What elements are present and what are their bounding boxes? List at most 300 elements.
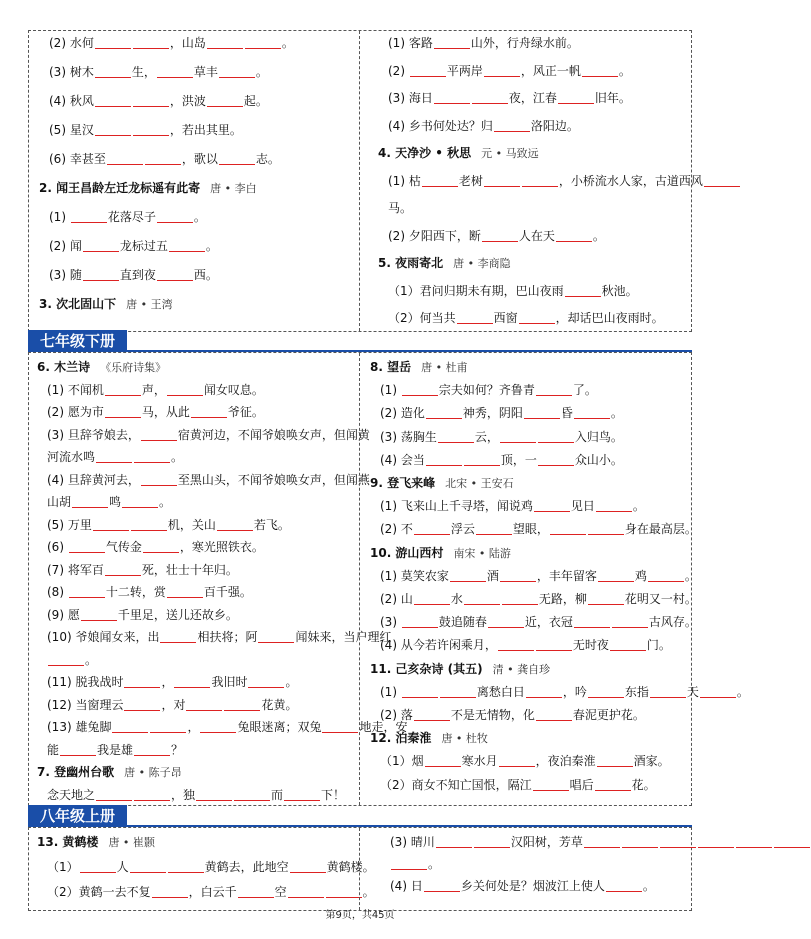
answer-blank[interactable] bbox=[622, 836, 658, 848]
question-text: 云， bbox=[474, 429, 499, 444]
answer-blank[interactable] bbox=[502, 593, 538, 605]
answer-blank[interactable] bbox=[133, 95, 169, 107]
answer-blank[interactable] bbox=[414, 523, 450, 535]
question-text: 百千强。 bbox=[203, 585, 252, 599]
question-text: (13) 雄兔脚 bbox=[47, 720, 112, 734]
answer-blank[interactable] bbox=[774, 836, 810, 848]
question-text: (10) 爷娘闻女来，出 bbox=[47, 630, 160, 644]
answer-blank[interactable] bbox=[574, 616, 610, 628]
poem-author: 北宋 • 王安石 bbox=[445, 477, 514, 490]
question-text: 生， bbox=[131, 65, 156, 79]
question-text: (3) 随 bbox=[49, 268, 82, 282]
answer-blank[interactable] bbox=[69, 586, 105, 598]
question-text: 西窗 bbox=[493, 311, 518, 325]
answer-blank[interactable] bbox=[167, 586, 203, 598]
answer-blank[interactable] bbox=[207, 37, 243, 49]
answer-blank[interactable] bbox=[157, 66, 193, 78]
answer-blank[interactable] bbox=[536, 384, 572, 396]
answer-blank[interactable] bbox=[95, 37, 131, 49]
answer-blank[interactable] bbox=[704, 175, 740, 187]
answer-blank[interactable] bbox=[648, 570, 684, 582]
answer-blank[interactable] bbox=[474, 836, 510, 848]
question-text: (1) bbox=[49, 210, 70, 224]
question-text: (3) 晴川 bbox=[390, 835, 435, 849]
poem-title-line bbox=[370, 661, 550, 678]
question-text: 平两岸 bbox=[446, 63, 483, 78]
question-text: 花黄。 bbox=[261, 697, 298, 712]
question-text: (2) 不 bbox=[380, 522, 413, 537]
answer-blank[interactable] bbox=[174, 676, 210, 688]
answer-blank[interactable] bbox=[168, 861, 204, 873]
answer-blank[interactable] bbox=[133, 37, 169, 49]
answer-blank[interactable] bbox=[524, 407, 560, 419]
question-text: ，若出其里。 bbox=[169, 123, 242, 137]
answer-blank[interactable] bbox=[48, 654, 84, 666]
poem-author: 清 • 龚自珍 bbox=[492, 662, 551, 676]
answer-blank[interactable] bbox=[219, 66, 255, 78]
fill-in-question bbox=[49, 267, 218, 283]
answer-blank[interactable] bbox=[550, 523, 586, 535]
answer-blank[interactable] bbox=[494, 120, 530, 132]
answer-blank[interactable] bbox=[588, 593, 624, 605]
answer-blank[interactable] bbox=[526, 686, 562, 698]
answer-blank[interactable] bbox=[598, 570, 634, 582]
answer-blank[interactable] bbox=[533, 779, 569, 791]
poem-title-line bbox=[370, 359, 468, 376]
poem-title-line bbox=[378, 145, 539, 162]
answer-blank[interactable] bbox=[595, 779, 631, 791]
answer-blank[interactable] bbox=[498, 639, 534, 651]
answer-blank[interactable] bbox=[736, 836, 772, 848]
answer-blank[interactable] bbox=[71, 211, 107, 223]
answer-blank[interactable] bbox=[700, 686, 736, 698]
answer-blank[interactable] bbox=[130, 861, 166, 873]
answer-blank[interactable] bbox=[610, 639, 646, 651]
fill-in-question bbox=[388, 173, 741, 189]
fill-in-question bbox=[47, 607, 238, 623]
answer-blank[interactable] bbox=[434, 37, 470, 49]
answer-blank[interactable] bbox=[322, 721, 358, 733]
answer-blank[interactable] bbox=[160, 631, 196, 643]
answer-blank[interactable] bbox=[660, 836, 696, 848]
answer-blank[interactable] bbox=[131, 519, 167, 531]
answer-blank[interactable] bbox=[134, 451, 170, 463]
fill-in-question bbox=[380, 753, 670, 769]
question-text: 洛阳边。 bbox=[530, 118, 579, 133]
answer-blank[interactable] bbox=[438, 431, 474, 443]
answer-blank[interactable] bbox=[152, 886, 188, 898]
poem-block-2 bbox=[28, 352, 749, 806]
question-text: 。 bbox=[159, 495, 172, 509]
answer-blank[interactable] bbox=[207, 95, 243, 107]
answer-blank[interactable] bbox=[650, 686, 686, 698]
page-number: 第9页，共45页 bbox=[325, 910, 395, 921]
question-text: 望眼， bbox=[512, 522, 549, 537]
answer-blank[interactable] bbox=[464, 593, 500, 605]
poem-title-line bbox=[39, 180, 257, 197]
question-text: 。 bbox=[205, 239, 218, 253]
question-text: 入归鸟。 bbox=[574, 429, 623, 444]
answer-blank[interactable] bbox=[500, 431, 536, 443]
poem-author: 唐 • 杜牧 bbox=[441, 732, 488, 746]
fill-in-question bbox=[49, 35, 294, 51]
answer-blank[interactable] bbox=[425, 755, 461, 767]
answer-blank[interactable] bbox=[83, 269, 119, 281]
question-text: （1）君问归期未有期，巴山夜雨 bbox=[388, 283, 564, 298]
fill-in-question bbox=[380, 591, 697, 607]
answer-blank[interactable] bbox=[133, 124, 169, 136]
answer-blank[interactable] bbox=[238, 886, 274, 898]
question-text: 酒 bbox=[486, 568, 499, 583]
question-text: 十二转，赏 bbox=[105, 585, 166, 599]
answer-blank[interactable] bbox=[157, 269, 193, 281]
answer-blank[interactable] bbox=[200, 721, 236, 733]
answer-blank[interactable] bbox=[167, 384, 203, 396]
answer-blank[interactable] bbox=[95, 66, 131, 78]
answer-blank[interactable] bbox=[426, 454, 462, 466]
fill-in-question bbox=[47, 697, 297, 713]
question-text: (8) bbox=[47, 585, 68, 599]
fill-in-question bbox=[388, 90, 631, 106]
answer-blank[interactable] bbox=[141, 429, 177, 441]
answer-blank[interactable] bbox=[522, 175, 558, 187]
question-text: 花。 bbox=[631, 777, 656, 792]
fill-in-question bbox=[47, 562, 238, 578]
answer-blank[interactable] bbox=[93, 519, 129, 531]
question-text: 昏 bbox=[560, 406, 573, 421]
question-text: 秋池。 bbox=[601, 283, 638, 298]
question-text: 志。 bbox=[255, 152, 280, 166]
question-text: 身在最高层。 bbox=[624, 522, 697, 537]
answer-blank[interactable] bbox=[440, 686, 476, 698]
answer-blank[interactable] bbox=[96, 451, 132, 463]
answer-blank[interactable] bbox=[484, 65, 520, 77]
answer-blank[interactable] bbox=[112, 721, 148, 733]
question-text: ， bbox=[187, 720, 200, 734]
question-text: (3) 荡胸生 bbox=[380, 429, 437, 444]
fill-in-question bbox=[47, 787, 345, 803]
question-text: ， bbox=[161, 675, 174, 689]
question-text: 相扶将；阿 bbox=[197, 630, 258, 644]
fill-in-question bbox=[380, 707, 645, 723]
question-text: (6) bbox=[47, 540, 68, 554]
answer-blank[interactable] bbox=[69, 541, 105, 553]
question-text: (1) 莫笑农家 bbox=[380, 568, 449, 583]
question-text: (1) bbox=[380, 383, 401, 398]
question-text: ，洪波 bbox=[169, 94, 206, 108]
answer-blank[interactable] bbox=[169, 240, 205, 252]
poem-title: 13. 黄鹤楼 bbox=[37, 835, 99, 849]
question-text: (2) 山 bbox=[380, 592, 413, 606]
question-text: 门。 bbox=[646, 638, 671, 653]
answer-blank[interactable] bbox=[124, 699, 160, 711]
fill-in-question bbox=[380, 614, 697, 630]
answer-blank[interactable] bbox=[596, 500, 632, 512]
question-text: ，对 bbox=[161, 697, 186, 712]
answer-blank[interactable] bbox=[95, 124, 131, 136]
fill-in-question bbox=[49, 122, 242, 138]
question-text: (5) 星汉 bbox=[49, 123, 94, 137]
answer-blank[interactable] bbox=[519, 312, 555, 324]
answer-blank[interactable] bbox=[434, 92, 470, 104]
question-text: (3) 树木 bbox=[49, 65, 94, 79]
fill-in-question bbox=[47, 884, 375, 900]
question-text: 顶，一 bbox=[500, 452, 537, 467]
answer-blank[interactable] bbox=[476, 523, 512, 535]
answer-blank[interactable] bbox=[457, 312, 493, 324]
poem-block-1 bbox=[28, 30, 703, 332]
answer-blank[interactable] bbox=[482, 230, 518, 242]
poem-author: 唐 • 李白 bbox=[210, 182, 257, 195]
answer-blank[interactable] bbox=[556, 230, 592, 242]
question-text: 西。 bbox=[193, 268, 218, 282]
answer-blank[interactable] bbox=[124, 676, 160, 688]
question-text: ，歌以 bbox=[181, 152, 218, 166]
question-text: 气传金 bbox=[105, 540, 142, 554]
answer-blank[interactable] bbox=[105, 406, 141, 418]
answer-blank[interactable] bbox=[258, 631, 294, 643]
question-text: ，山岛 bbox=[169, 36, 206, 50]
question-text: ，白云千 bbox=[188, 885, 237, 899]
question-text: 离愁白日 bbox=[476, 684, 525, 699]
answer-blank[interactable] bbox=[196, 789, 232, 801]
question-text: 死，壮士十年归。 bbox=[141, 562, 238, 577]
poem-title-line bbox=[378, 255, 511, 272]
question-text: 马，从此 bbox=[141, 405, 190, 419]
question-text: (2) bbox=[388, 63, 409, 78]
fill-in-question bbox=[47, 449, 183, 465]
question-text: 老树 bbox=[458, 173, 483, 188]
question-text: (6) 幸甚至 bbox=[49, 152, 106, 166]
answer-blank[interactable] bbox=[584, 836, 620, 848]
answer-blank[interactable] bbox=[558, 92, 594, 104]
answer-blank[interactable] bbox=[414, 709, 450, 721]
answer-blank[interactable] bbox=[472, 92, 508, 104]
answer-blank[interactable] bbox=[72, 496, 108, 508]
question-text: 了。 bbox=[572, 383, 597, 398]
answer-blank[interactable] bbox=[612, 616, 648, 628]
fill-in-question bbox=[47, 674, 298, 690]
answer-blank[interactable] bbox=[191, 406, 227, 418]
question-text: 龙标过五 bbox=[119, 239, 168, 253]
fill-in-question bbox=[388, 118, 579, 134]
question-text: (3) 旦辞爷娘去， bbox=[47, 427, 140, 442]
answer-blank[interactable] bbox=[122, 496, 158, 508]
fill-in-question bbox=[49, 151, 280, 167]
fill-in-question bbox=[390, 834, 811, 850]
answer-blank[interactable] bbox=[217, 519, 253, 531]
answer-blank[interactable] bbox=[499, 755, 535, 767]
question-text: 山胡 bbox=[47, 495, 72, 509]
fill-in-question bbox=[380, 429, 623, 445]
question-text: 黄鹤楼。 bbox=[326, 860, 375, 874]
answer-blank[interactable] bbox=[414, 593, 450, 605]
question-text: 我旧时 bbox=[211, 675, 248, 689]
answer-blank[interactable] bbox=[410, 65, 446, 77]
answer-blank[interactable] bbox=[450, 570, 486, 582]
question-text: 人在天 bbox=[518, 228, 555, 243]
answer-blank[interactable] bbox=[224, 699, 260, 711]
answer-blank[interactable] bbox=[141, 474, 177, 486]
fill-in-question bbox=[388, 63, 631, 79]
poem-title-line bbox=[37, 764, 182, 781]
fill-in-question bbox=[49, 93, 268, 109]
question-text: 而 bbox=[271, 787, 284, 802]
answer-blank[interactable] bbox=[134, 744, 170, 756]
answer-blank[interactable] bbox=[83, 240, 119, 252]
answer-blank[interactable] bbox=[488, 616, 524, 628]
answer-blank[interactable] bbox=[145, 153, 181, 165]
question-text: 。 bbox=[193, 210, 206, 224]
question-text: 宗夫如何？齐鲁青 bbox=[438, 383, 535, 398]
answer-blank[interactable] bbox=[248, 676, 284, 688]
answer-blank[interactable] bbox=[186, 699, 222, 711]
question-text: ，小桥流水人家，古道西风 bbox=[558, 173, 703, 188]
question-text: 山外，行舟绿水前。 bbox=[470, 36, 579, 50]
question-text: (2) 闻 bbox=[49, 239, 82, 253]
question-text: 闻妹来，当户理红 bbox=[295, 630, 392, 644]
answer-blank[interactable] bbox=[234, 789, 270, 801]
answer-blank[interactable] bbox=[424, 880, 460, 892]
answer-blank[interactable] bbox=[81, 609, 117, 621]
poem-title: 8. 望岳 bbox=[370, 360, 412, 374]
answer-blank[interactable] bbox=[422, 175, 458, 187]
question-text: 天 bbox=[686, 684, 699, 699]
question-text: 。 bbox=[281, 36, 294, 50]
answer-blank[interactable] bbox=[606, 880, 642, 892]
question-text: 鸣 bbox=[109, 495, 122, 509]
question-text: 鸡 bbox=[634, 568, 647, 583]
answer-blank[interactable] bbox=[536, 639, 572, 651]
poem-author: 唐 • 王湾 bbox=[126, 298, 173, 311]
answer-blank[interactable] bbox=[150, 721, 186, 733]
question-text: 见日 bbox=[570, 499, 595, 514]
answer-blank[interactable] bbox=[105, 384, 141, 396]
question-text: 花落尽子 bbox=[107, 210, 156, 224]
section-header-grade8-up: 八年级上册 bbox=[28, 805, 127, 827]
question-text: 汉阳树，芳草 bbox=[510, 835, 583, 849]
question-text: 下！ bbox=[321, 787, 346, 802]
question-text: 。 bbox=[85, 652, 98, 667]
answer-blank[interactable] bbox=[565, 285, 601, 297]
answer-blank[interactable] bbox=[288, 886, 324, 898]
question-text: 人 bbox=[116, 860, 129, 874]
answer-blank[interactable] bbox=[391, 858, 427, 870]
question-text: （2）何当共 bbox=[388, 311, 456, 325]
question-text: 寒水月 bbox=[461, 754, 498, 769]
question-text: （1）烟 bbox=[380, 754, 424, 769]
question-text: 旧年。 bbox=[594, 91, 631, 105]
poem-title: 12. 泊秦淮 bbox=[370, 731, 432, 746]
question-text: (1) bbox=[380, 684, 401, 699]
answer-blank[interactable] bbox=[245, 37, 281, 49]
question-text: (11) 脱我战时 bbox=[47, 675, 124, 689]
answer-blank[interactable] bbox=[484, 175, 520, 187]
question-text: (9) 愿 bbox=[47, 607, 80, 622]
poem-title-line bbox=[370, 730, 488, 747]
answer-blank[interactable] bbox=[107, 153, 143, 165]
fill-in-question bbox=[388, 283, 638, 299]
answer-blank[interactable] bbox=[582, 65, 618, 77]
answer-blank[interactable] bbox=[157, 211, 193, 223]
question-text: 地走，安 bbox=[359, 720, 408, 734]
answer-blank[interactable] bbox=[534, 500, 570, 512]
question-text: 机，关山 bbox=[167, 517, 216, 532]
answer-blank[interactable] bbox=[588, 523, 624, 535]
answer-blank[interactable] bbox=[326, 886, 362, 898]
answer-blank[interactable] bbox=[95, 95, 131, 107]
question-text: 空 bbox=[274, 885, 287, 899]
answer-blank[interactable] bbox=[574, 407, 610, 419]
fill-in-question bbox=[47, 742, 183, 758]
answer-blank[interactable] bbox=[597, 755, 633, 767]
question-text: (2) 愿为市 bbox=[47, 405, 104, 419]
fill-in-question bbox=[47, 584, 252, 600]
question-text: (3) 海日 bbox=[388, 91, 433, 105]
answer-blank[interactable] bbox=[105, 564, 141, 576]
answer-blank[interactable] bbox=[426, 407, 462, 419]
answer-blank[interactable] bbox=[96, 789, 132, 801]
question-text: (2) 水何 bbox=[49, 36, 94, 50]
question-text: 宿黄河边，不闻爷娘唤女声，但闻黄 bbox=[177, 427, 370, 442]
answer-blank[interactable] bbox=[219, 153, 255, 165]
answer-blank[interactable] bbox=[500, 570, 536, 582]
fill-in-question bbox=[47, 382, 264, 398]
question-text: （1） bbox=[47, 860, 79, 874]
answer-blank[interactable] bbox=[60, 744, 96, 756]
block1-left-column bbox=[29, 31, 359, 331]
question-text: 近，衣冠 bbox=[524, 615, 573, 630]
poem-title-line bbox=[37, 834, 155, 851]
answer-blank[interactable] bbox=[698, 836, 734, 848]
question-text: 闻女叹息。 bbox=[203, 382, 264, 397]
question-text: ？ bbox=[171, 742, 184, 757]
block3-left-column bbox=[29, 828, 375, 910]
answer-blank[interactable] bbox=[538, 431, 574, 443]
fill-in-question bbox=[47, 652, 97, 668]
answer-blank[interactable] bbox=[538, 454, 574, 466]
poem-title: 3. 次北固山下 bbox=[39, 297, 117, 311]
question-text: (12) 当窗理云 bbox=[47, 697, 124, 712]
answer-blank[interactable] bbox=[436, 836, 472, 848]
answer-blank[interactable] bbox=[134, 789, 170, 801]
answer-blank[interactable] bbox=[290, 861, 326, 873]
question-text: 。 bbox=[632, 499, 645, 514]
question-text: 春泥更护花。 bbox=[572, 708, 645, 722]
question-text: ，寒光照铁衣。 bbox=[179, 540, 264, 554]
answer-blank[interactable] bbox=[588, 686, 624, 698]
answer-blank[interactable] bbox=[464, 454, 500, 466]
fill-in-question bbox=[47, 539, 264, 555]
poem-author: 唐 • 陈子昂 bbox=[124, 766, 182, 779]
poem-title: 10. 游山西村 bbox=[370, 545, 444, 560]
poem-title: 7. 登幽州台歌 bbox=[37, 765, 115, 779]
question-text: 唱后 bbox=[569, 777, 594, 792]
answer-blank[interactable] bbox=[80, 861, 116, 873]
question-text: (2) 造化 bbox=[380, 406, 425, 421]
answer-blank[interactable] bbox=[402, 686, 438, 698]
answer-blank[interactable] bbox=[284, 789, 320, 801]
answer-blank[interactable] bbox=[402, 616, 438, 628]
answer-blank[interactable] bbox=[536, 709, 572, 721]
question-text: 若飞。 bbox=[253, 517, 290, 532]
fill-in-question bbox=[380, 405, 623, 421]
poem-title-line bbox=[370, 545, 511, 562]
answer-blank[interactable] bbox=[402, 384, 438, 396]
answer-blank[interactable] bbox=[143, 541, 179, 553]
question-text: 。 bbox=[285, 675, 298, 689]
question-text: 念天地之 bbox=[47, 787, 96, 802]
